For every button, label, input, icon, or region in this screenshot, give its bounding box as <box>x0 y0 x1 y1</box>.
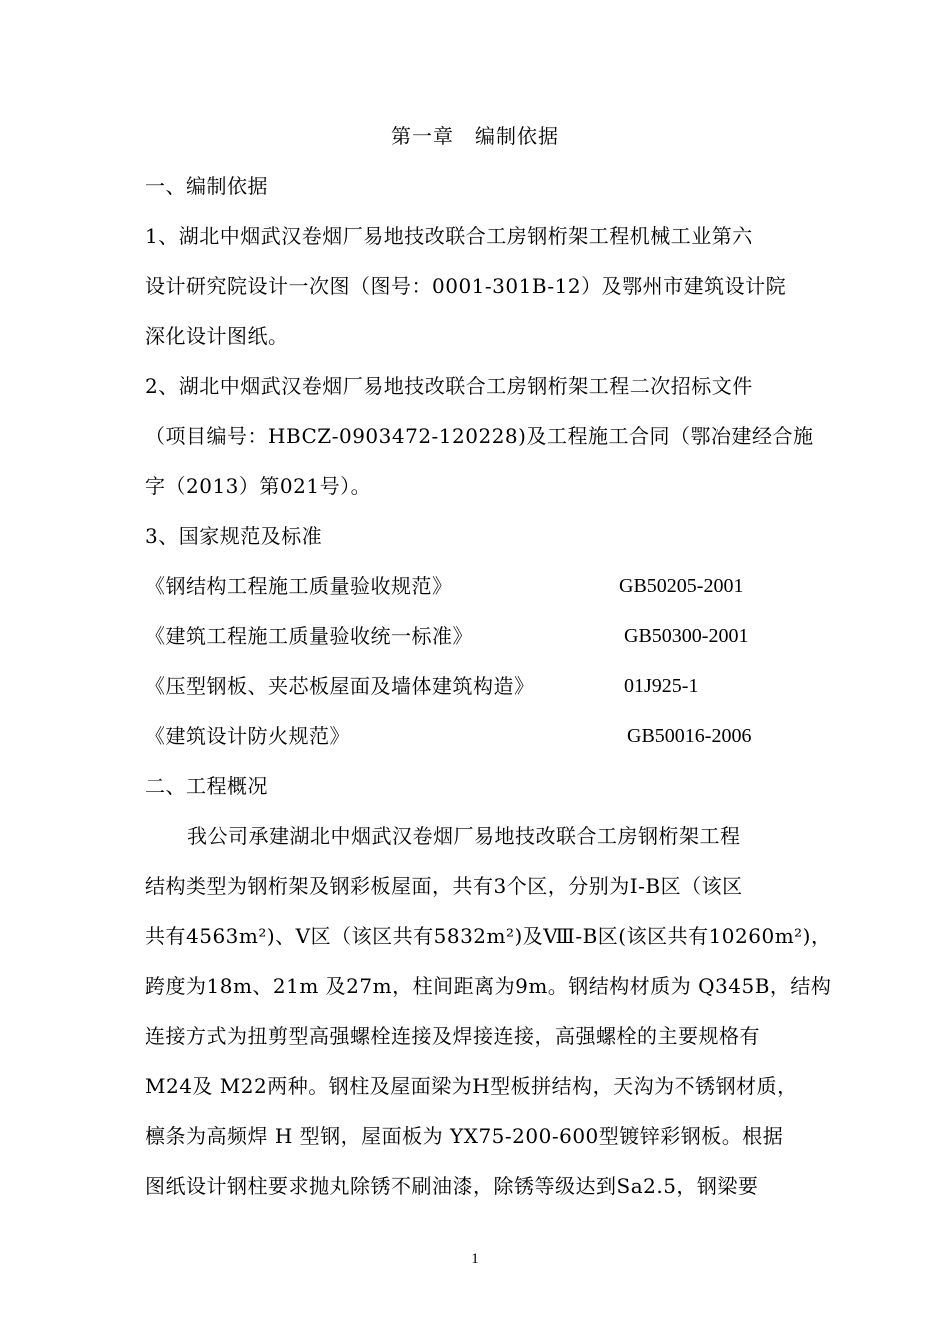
standards-heading: 3、国家规范及标准 <box>145 524 323 548</box>
overview-line: 共有4563m²)、Ⅴ区（该区共有5832m²)及Ⅷ-B区(该区共有10260m²)， <box>145 924 832 948</box>
overview-line: 檩条为高频焊 H 型钢，屋面板为 YX75-200-600型镀锌彩钢板。根据 <box>145 1124 784 1148</box>
chapter-title: 第一章 编制依据 <box>391 124 559 148</box>
standard-name: 《建筑工程施工质量验收统一标准》 <box>145 624 473 648</box>
basis-item-1-line-2: 设计研究院设计一次图（图号：0001-301B-12）及鄂州市建筑设计院 <box>145 274 787 298</box>
basis-item-1-line-3: 深化设计图纸。 <box>145 324 289 348</box>
basis-item-2-line-2: （项目编号：HBCZ-0903472-120228)及工程施工合同（鄂冶建经合施 <box>145 424 814 448</box>
overview-line: 跨度为18m、21m 及27m，柱间距离为9m。钢结构材质为 Q345B，结构 <box>145 974 832 998</box>
section-heading-overview: 二、工程概况 <box>145 774 268 798</box>
standard-code: GB50016-2006 <box>627 725 752 747</box>
section-heading-basis: 一、编制依据 <box>145 174 268 198</box>
overview-line: 连接方式为扭剪型高强螺栓连接及焊接连接，高强螺栓的主要规格有 <box>145 1024 760 1048</box>
standard-name: 《压型钢板、夹芯板屋面及墙体建筑构造》 <box>145 674 535 698</box>
standard-code: GB50205-2001 <box>619 575 744 597</box>
standard-name: 《钢结构工程施工质量验收规范》 <box>145 574 453 598</box>
standard-name: 《建筑设计防火规范》 <box>145 724 350 748</box>
overview-line: 我公司承建湖北中烟武汉卷烟厂易地技改联合工房钢桁架工程 <box>187 824 741 848</box>
standard-code: 01J925-1 <box>624 675 699 697</box>
basis-item-2-line-1: 2、湖北中烟武汉卷烟厂易地技改联合工房钢桁架工程二次招标文件 <box>145 374 753 398</box>
basis-item-1-line-1: 1、湖北中烟武汉卷烟厂易地技改联合工房钢桁架工程机械工业第六 <box>145 224 753 248</box>
standard-code: GB50300-2001 <box>624 625 749 647</box>
overview-line: M24及 M22两种。钢柱及屋面梁为H型板拼结构，天沟为不锈钢材质， <box>145 1074 798 1098</box>
page-number: 1 <box>471 1251 479 1267</box>
overview-line: 图纸设计钢柱要求抛丸除锈不刷油漆，除锈等级达到Sa2.5，钢梁要 <box>145 1174 759 1198</box>
overview-line: 结构类型为钢桁架及钢彩板屋面，共有3个区，分别为Ⅰ-B区（该区 <box>145 874 743 898</box>
basis-item-2-line-3: 字（2013）第021号）。 <box>145 474 372 498</box>
